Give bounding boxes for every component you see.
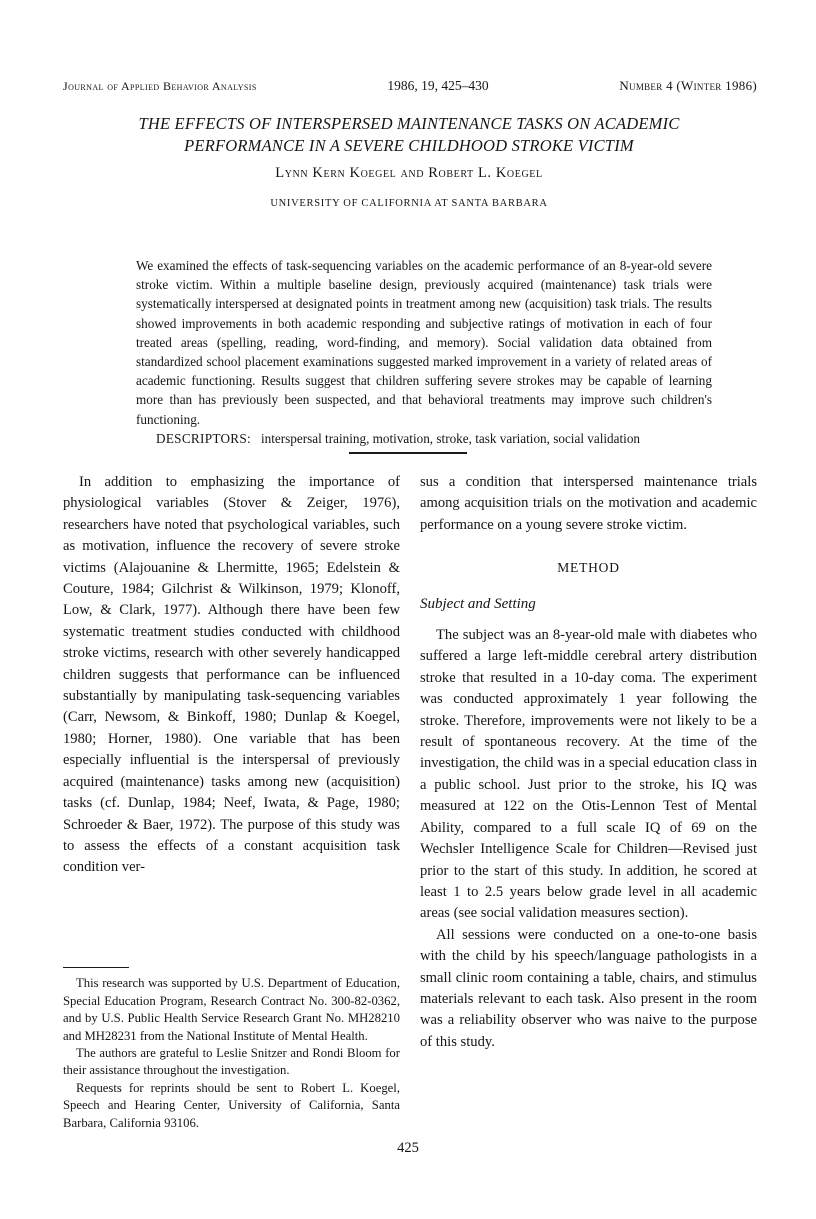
descriptors-list: interspersal training, motivation, stroke, task variation, social validation bbox=[260, 430, 641, 446]
footnote-acknowledgment-funding: This research was supported by U.S. Department of Education, Special Education Program, Research Contract No. 300-82-0362, and by U.S. Public Health Service Research Grant No. MH28210 and MH28231 from the National Institute of Mental Health. bbox=[63, 976, 400, 1043]
method-heading: METHOD bbox=[557, 560, 620, 576]
abstract bbox=[136, 256, 712, 448]
descriptors-line bbox=[136, 429, 712, 448]
subject-paragraph-2: All sessions were conducted on a one-to-one basis with the child by his speech/language pathologists in a small clinic room containing a table, chairs, and stimulus materials relevant to each task. Also present in the room was a reliability observer who was naive to the purpose of this study. bbox=[420, 926, 757, 1050]
continuation-paragraph: sus a condition that interspersed maintenance trials among acquisition trials on the motivation and academic performance on a young severe stroke victim. bbox=[420, 474, 757, 533]
journal-name: Journal of Applied Behavior Analysis bbox=[63, 79, 257, 93]
section-divider-rule bbox=[349, 452, 467, 454]
article-title bbox=[62, 113, 756, 157]
journal-header bbox=[63, 78, 757, 94]
footnote-reprints: Requests for reprints should be sent to Robert L. Koegel, Speech and Hearing Center, University of California, Santa Barbara, California 93106. bbox=[63, 1080, 400, 1130]
right-column bbox=[420, 472, 757, 1053]
subject-paragraph-1: The subject was an 8-year-old male with diabetes who suffered a large left-middle cerebral artery distribution stroke that resulted in a 10-day coma. The experiment was conducted approximately 1 year following the stroke. Therefore, improvements were not likely to be a result of spontaneous recovery. At the time of the investigation, the child was in a special education class in a public school. Just prior to the stroke, his IQ was measured at 122 on the Otis-Lennon Test of Mental Ability, compared to a full scale IQ of 69 on the Wechsler Intelligence Scale for Children—Revised just prior to the start of this study. In addition, he scored at least 1 to 2.5 years below grade level in all academic areas (see social validation measures section). bbox=[420, 627, 757, 922]
left-column bbox=[63, 472, 400, 1132]
journal-number-info: Number 4 (Winter 1986) bbox=[619, 78, 757, 93]
subject-setting-heading: Subject and Setting bbox=[420, 595, 536, 612]
footnote-acknowledgment-thanks: The authors are grateful to Leslie Snitzer and Rondi Bloom for their assistance throughout the investigation. bbox=[63, 1045, 400, 1078]
intro-paragraph: In addition to emphasizing the importance of physiological variables (Stover & Zeiger, 1976), researchers have noted that psychological variables, such as motivation, influence the recovery of severe stroke victims (Alajouanine & Lhermitte, 1965; Edelstein & Couture, 1984; Gilchrist & Wilkinson, 1979; Klonoff, Low, & Clark, 1977). Although there have been few systematic treatment studies conducted with childhood stroke victims, research with other severely handicapped children suggests that performance can be influenced substantially by manipulating task-sequencing variables (Carr, Newsom, & Binkoff, 1980; Dunlap & Koegel, 1980; Horner, 1980). One variable that has been especially influential is the interspersal of previously acquired (maintenance) tasks among new (acquisition) tasks (cf. Dunlap, 1984; Neef, Iwata, & Page, 1980; Schroeder & Baer, 1972). The purpose of this study was to assess the effects of a constant acquisition task condition ver- bbox=[63, 474, 400, 876]
abstract-text: We examined the effects of task-sequencing variables on the academic performance of an 8-year-old severe stroke victim. Within a multiple baseline design, previously acquired (maintenance) task trials were systematically interspersed at designated points in treatment among new (acquisition) task trials. The results showed improvements in both academic responding and subjective ratings of motivation in each of four treated areas (spelling, reading, word-finding, and memory). Social validation data obtained from standardized school placement examinations suggested marked improvement in a variety of related areas of academic functioning. Results suggest that children suffering severe strokes may be capable of learning more than has previously been suspected, and that behavioral treatments may improve such children's functioning. bbox=[136, 258, 712, 427]
journal-issue-info: 1986, 19, 425–430 bbox=[387, 78, 489, 93]
article-authors: Lynn Kern Koegel and Robert L. Koegel bbox=[275, 165, 543, 181]
footnote-rule bbox=[63, 967, 129, 968]
title-line-2: PERFORMANCE IN A SEVERE CHILDHOOD STROKE VICTIM bbox=[184, 136, 634, 155]
page-number: 425 bbox=[397, 1140, 419, 1156]
title-line-1: THE EFFECTS OF INTERSPERSED MAINTENANCE TASKS ON ACADEMIC bbox=[138, 114, 680, 133]
footnote-section bbox=[63, 967, 400, 1132]
article-affiliation: UNIVERSITY OF CALIFORNIA AT SANTA BARBARA bbox=[270, 198, 548, 209]
descriptors-label: DESCRIPTORS: bbox=[156, 430, 251, 446]
